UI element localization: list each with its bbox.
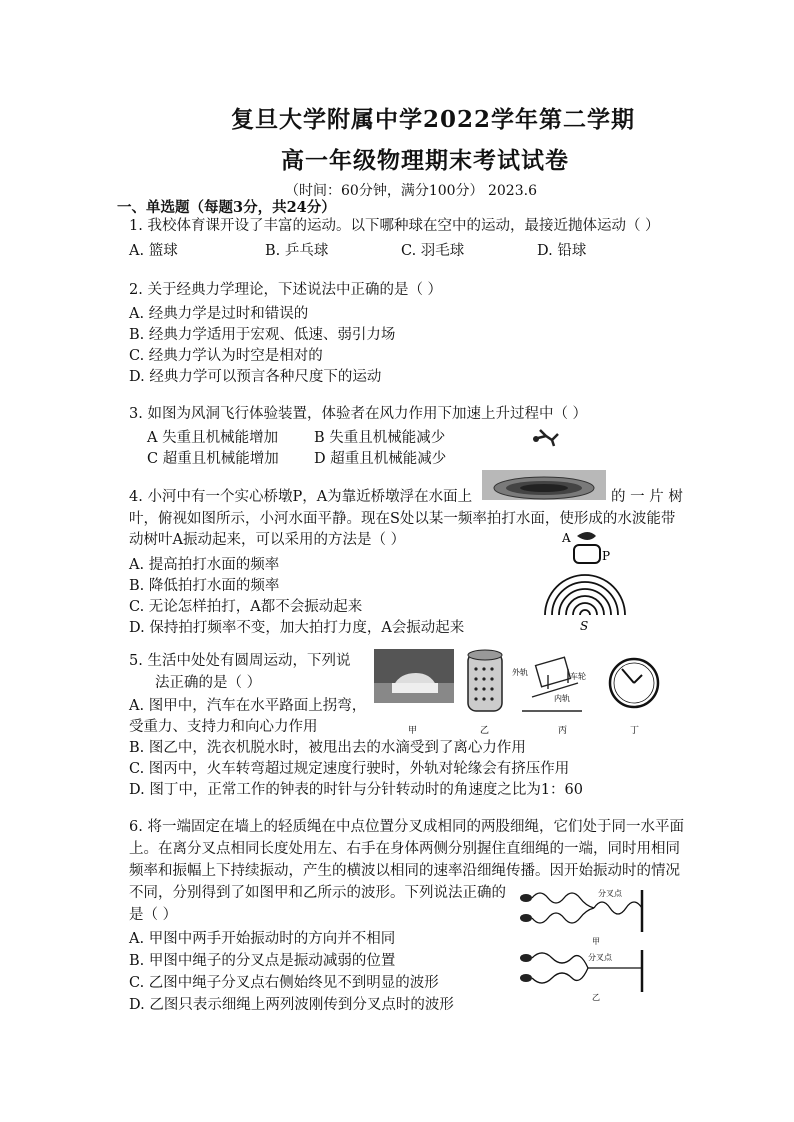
q5-option-b: B. 图乙中，洗衣机脱水时，被甩出去的水滴受到了离心力作用 (129, 740, 526, 756)
q5-option-a-line2: 受重力、支持力和向心力作用 (129, 719, 318, 735)
label-p: P (602, 549, 611, 563)
q5-option-c: C. 图丙中，火车转弯超过规定速度行驶时，外轨对轮缘会有挤压作用 (129, 761, 570, 777)
label-jia: 甲 (408, 726, 418, 736)
q2-option-c: C. 经典力学认为时空是相对的 (129, 348, 323, 364)
q3-option-d: D 超重且机械能减少 (314, 451, 447, 467)
wave-arcs (545, 575, 625, 615)
q5-option-a-line1: A. 图甲中，汽车在水平路面上拐弯， (129, 698, 367, 714)
clock-icon (610, 659, 658, 707)
flying-person-icon (533, 430, 558, 446)
q1-option-c: C. 羽毛球 (401, 243, 465, 259)
q1-option-a: A. 篮球 (129, 243, 178, 259)
q4-option-a: A. 提高拍打水面的频率 (129, 557, 280, 573)
label-jia: 甲 (592, 937, 600, 946)
q2-stem: 2. 关于经典力学理论，下述说法中正确的是（ ） (129, 282, 443, 298)
q4-stem-line1: 4. 小河中有一个实心桥墩P，A为靠近桥墩浮在水面上 (129, 489, 473, 505)
q3-option-c: C 超重且机械能增加 (147, 451, 279, 467)
label-yi: 乙 (480, 726, 490, 736)
q5-stem-line1: 5. 生活中处处有圆周运动，下列说 (129, 653, 351, 669)
label-outer-rail: 外轨 (512, 668, 528, 677)
q3-stem: 3. 如图为风洞飞行体验装置，体验者在风力作用下加速上升过程中（ ） (129, 406, 588, 422)
q4-option-d: D. 保持拍打频率不变，加大拍打力度，A会振动起来 (129, 620, 465, 636)
train-curve-diagram (522, 657, 582, 711)
q6-option-c: C. 乙图中绳子分叉点右侧始终见不到明显的波形 (129, 975, 439, 991)
label-fork-yi: 分叉点 (588, 953, 612, 962)
q1-option-b: B. 乒乓球 (265, 243, 329, 259)
q5-stem-line2: 法正确的是（ ） (155, 675, 262, 691)
q6-option-a: A. 甲图中两手开始振动时的方向并不相同 (129, 931, 396, 947)
figure-yi-waves (532, 950, 642, 992)
q6-stem-line2: 上。在离分叉点相同长度处用左、右手在身体两侧分别握住直细绳的一端，同时用相同 (129, 841, 680, 857)
q1-option-d: D. 铅球 (537, 243, 587, 259)
hand-icon-2 (520, 954, 532, 982)
washing-drum-icon (468, 650, 502, 711)
figure-jia-waves (532, 890, 642, 932)
q6-stem-line4: 不同，分别得到了如图甲和乙所示的波形。下列说法正确的 (129, 885, 506, 901)
hand-icon (520, 894, 532, 922)
q4-option-b: B. 降低拍打水面的频率 (129, 578, 280, 594)
label-s: S (580, 619, 589, 633)
q6-stem-line3: 频率和振幅上下持续振动，产生的横波以相同的速率沿细绳传播。因开始振动时的情况 (129, 863, 680, 879)
q2-option-a: A. 经典力学是过时和错误的 (129, 306, 309, 322)
exam-title-school: 复旦大学附属中学2022学年第二学期 (231, 106, 636, 133)
q6-option-d: D. 乙图只表示细绳上两列波刚传到分叉点时的波形 (129, 997, 454, 1013)
q4-stem-line1b: 的 一 片 树 (611, 489, 683, 505)
q6-stem-line5: 是（ ） (129, 907, 178, 923)
circular-motion-figures (372, 645, 662, 740)
q3-option-b: B 失重且机械能减少 (314, 430, 446, 446)
bridge-pier (574, 545, 600, 563)
leaf-icon (577, 532, 596, 540)
label-inner-rail: 内轨 (554, 694, 570, 703)
label-wheel: 车轮 (570, 672, 586, 681)
q5-option-d: D. 图丁中，正常工作的钟表的时针与分针转动时的角速度之比为1：60 (129, 782, 584, 798)
q3-option-a: A 失重且机械能增加 (147, 430, 279, 446)
label-yi: 乙 (592, 993, 600, 1002)
car-turning-photo (374, 649, 454, 703)
wind-tunnel-figure (480, 424, 610, 504)
rope-wave-figures (518, 884, 668, 1004)
section-heading: 一、单选题（每题3分，共24分） (117, 199, 336, 216)
exam-title-paper: 高一年级物理期末考试试卷 (281, 147, 569, 174)
q2-option-d: D. 经典力学可以预言各种尺度下的运动 (129, 369, 382, 385)
water-wave-figure (530, 528, 640, 638)
q2-option-b: B. 经典力学适用于宏观、低速、弱引力场 (129, 327, 396, 343)
exam-subtitle: （时间：60分钟，满分100分） 2023.6 (285, 183, 537, 199)
q4-stem-line3: 动树叶A振动起来，可以采用的方法是（ ） (129, 532, 406, 548)
q6-option-b: B. 甲图中绳子的分叉点是振动减弱的位置 (129, 953, 396, 969)
q4-option-c: C. 无论怎样拍打，A都不会振动起来 (129, 599, 363, 615)
label-a: A (562, 531, 571, 545)
q6-stem-line1: 6. 将一端固定在墙上的轻质绳在中点位置分叉成相同的两股细绳，它们处于同一水平面 (129, 819, 684, 835)
label-fork-jia: 分叉点 (598, 889, 622, 898)
q1-stem: 1. 我校体育课开设了丰富的运动。以下哪种球在空中的运动，最接近抛体运动（ ） (129, 218, 660, 234)
label-ding: 丁 (630, 726, 640, 736)
label-bing: 丙 (558, 726, 568, 736)
q4-stem-line2: 叶，俯视如图所示，小河水面平静。现在S处以某一频率拍打水面，使形成的水波能带 (129, 511, 676, 527)
